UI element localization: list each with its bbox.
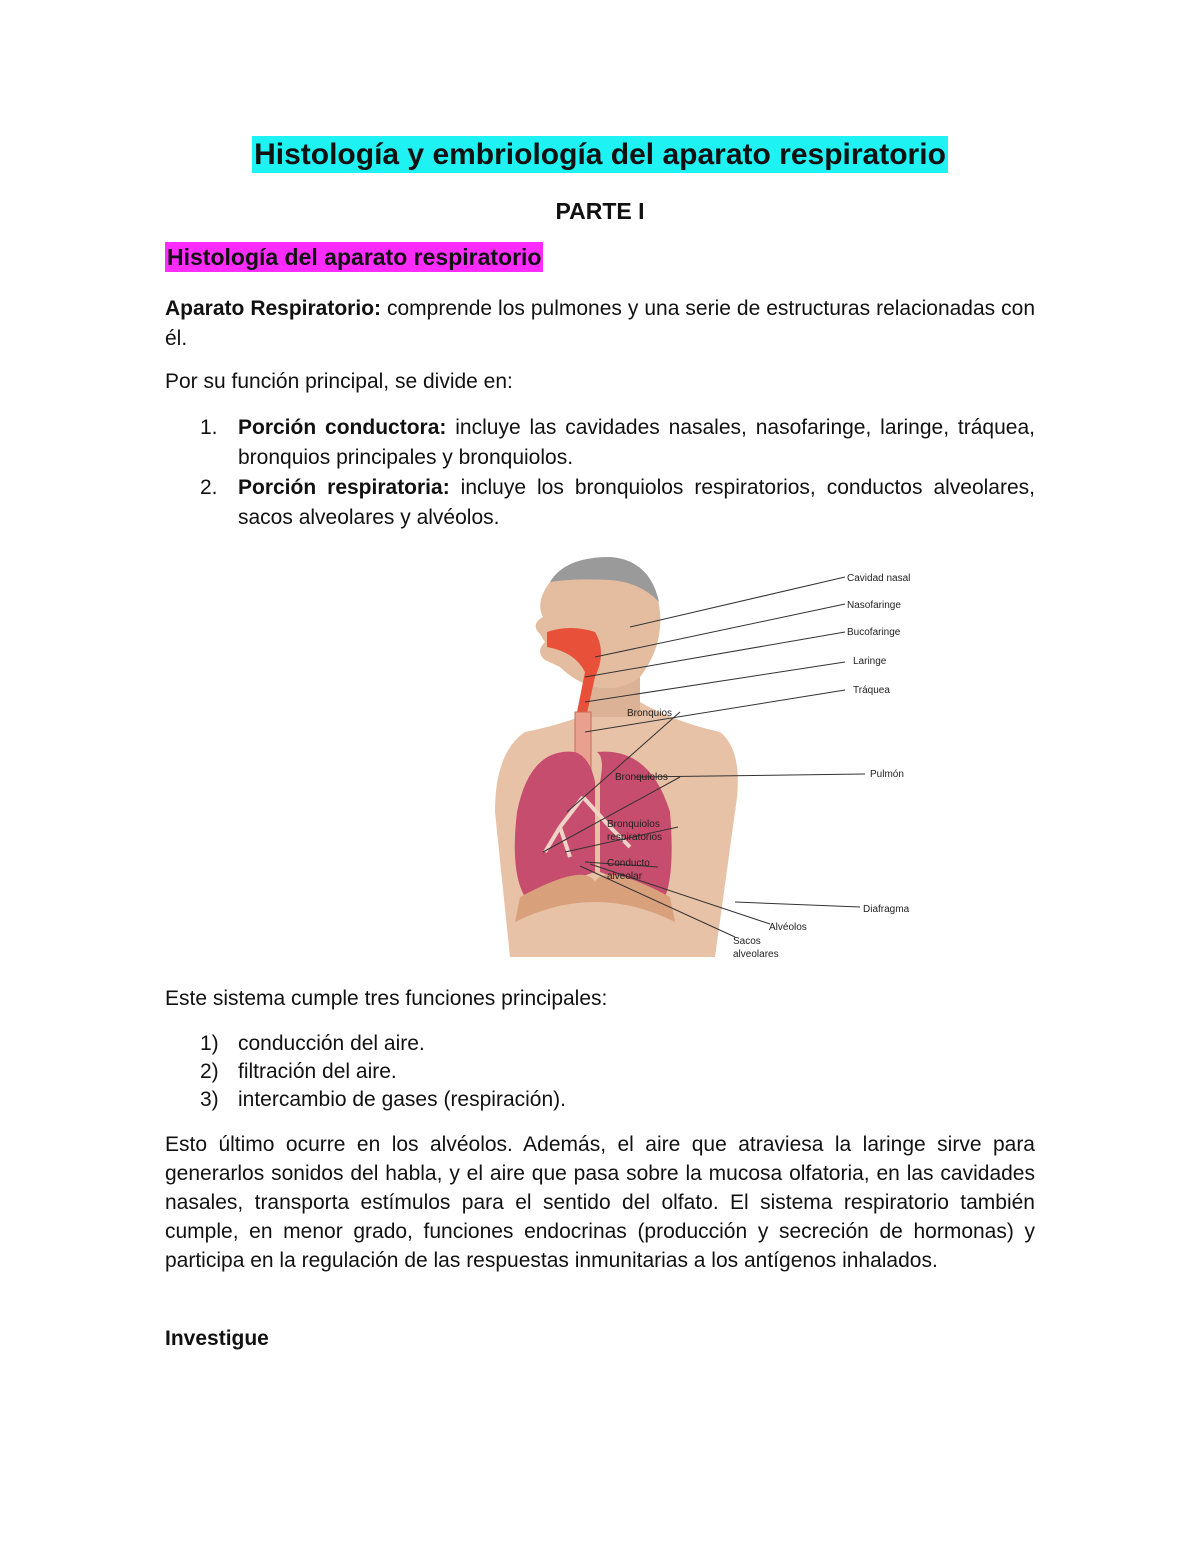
list-number: 1. — [200, 416, 218, 439]
list-text: incluye las cavidades nasales, nasofaringe, laringe, tráquea, bronquios principales y bronquiolos. — [238, 416, 1035, 469]
list-item — [165, 1058, 1035, 1086]
label-conducto-1: Conducto — [607, 858, 650, 869]
label-traquea: Tráquea — [853, 685, 890, 696]
list-text: incluye los bronquiolos respiratorios, conductos alveolares, sacos alveolares y alvéolos. — [238, 476, 1035, 529]
intro-paragraph — [165, 294, 1035, 354]
section-heading-text: Histología del aparato respiratorio — [167, 244, 542, 270]
label-pulmon: Pulmón — [870, 769, 904, 780]
list-item — [165, 473, 1035, 533]
list-number: 2. — [200, 476, 218, 499]
closing-paragraph: Esto último ocurre en los alvéolos. Además, el aire que atraviesa la laringe sirve para generarlos sonidos del habla, y el aire que pasa sobre la mucosa olfatoria, en las cavidades nasales, transporta estímulos para el sentido del olfato. El sistema respiratorio también cumple, en menor grado, funciones endocrinas (producción y secreción de hormonas) y participa en la regulación de las respuestas inmunitarias a los antígenos inhalados. — [165, 1133, 1035, 1272]
label-bronquiolos-resp-2: respiratorios — [607, 832, 663, 843]
label-alveolos: Alvéolos — [769, 922, 807, 933]
list-text: intercambio de gases (respiración). — [238, 1088, 566, 1111]
list-item — [165, 1086, 1035, 1114]
label-cavidad-nasal: Cavidad nasal — [847, 573, 911, 584]
label-laringe: Laringe — [853, 656, 887, 667]
list-term: Porción conductora: — [238, 416, 447, 439]
label-diafragma: Diafragma — [863, 904, 910, 915]
divide-intro: Por su función principal, se divide en: — [165, 370, 513, 393]
part-heading: PARTE I — [555, 198, 645, 224]
list-term: Porción respiratoria: — [238, 476, 450, 499]
label-conducto-2: alveolar — [607, 871, 643, 882]
document-title-text: Histología y embriología del aparato respiratorio — [254, 138, 946, 171]
label-bucofaringe: Bucofaringe — [847, 627, 901, 638]
list-text: filtración del aire. — [238, 1060, 397, 1083]
intro-text: comprende los pulmones y una serie de estructuras relacionadas con él. — [165, 297, 1035, 350]
list-number: 1) — [200, 1032, 219, 1055]
list-item — [165, 413, 1035, 473]
list-text: conducción del aire. — [238, 1032, 425, 1055]
list-item — [165, 1030, 1035, 1058]
section-heading — [165, 244, 543, 271]
label-bronquios: Bronquios — [627, 708, 673, 719]
intro-term: Aparato Respiratorio: — [165, 297, 382, 320]
label-bronquiolos-resp-1: Bronquiolos — [607, 819, 660, 830]
investigate-heading: Investigue — [165, 1327, 269, 1350]
document-title — [165, 138, 1035, 172]
label-nasofaringe: Nasofaringe — [847, 600, 901, 611]
functions-intro: Este sistema cumple tres funciones principales: — [165, 987, 608, 1010]
portions-list — [165, 413, 1035, 533]
label-bronquiolos: Bronquiolos — [615, 772, 668, 783]
respiratory-system-figure — [435, 552, 950, 967]
label-sacos-2: alveolares — [733, 949, 779, 960]
label-sacos-1: Sacos — [733, 936, 761, 947]
functions-list — [165, 1030, 1035, 1114]
list-number: 3) — [200, 1088, 219, 1111]
list-number: 2) — [200, 1060, 219, 1083]
